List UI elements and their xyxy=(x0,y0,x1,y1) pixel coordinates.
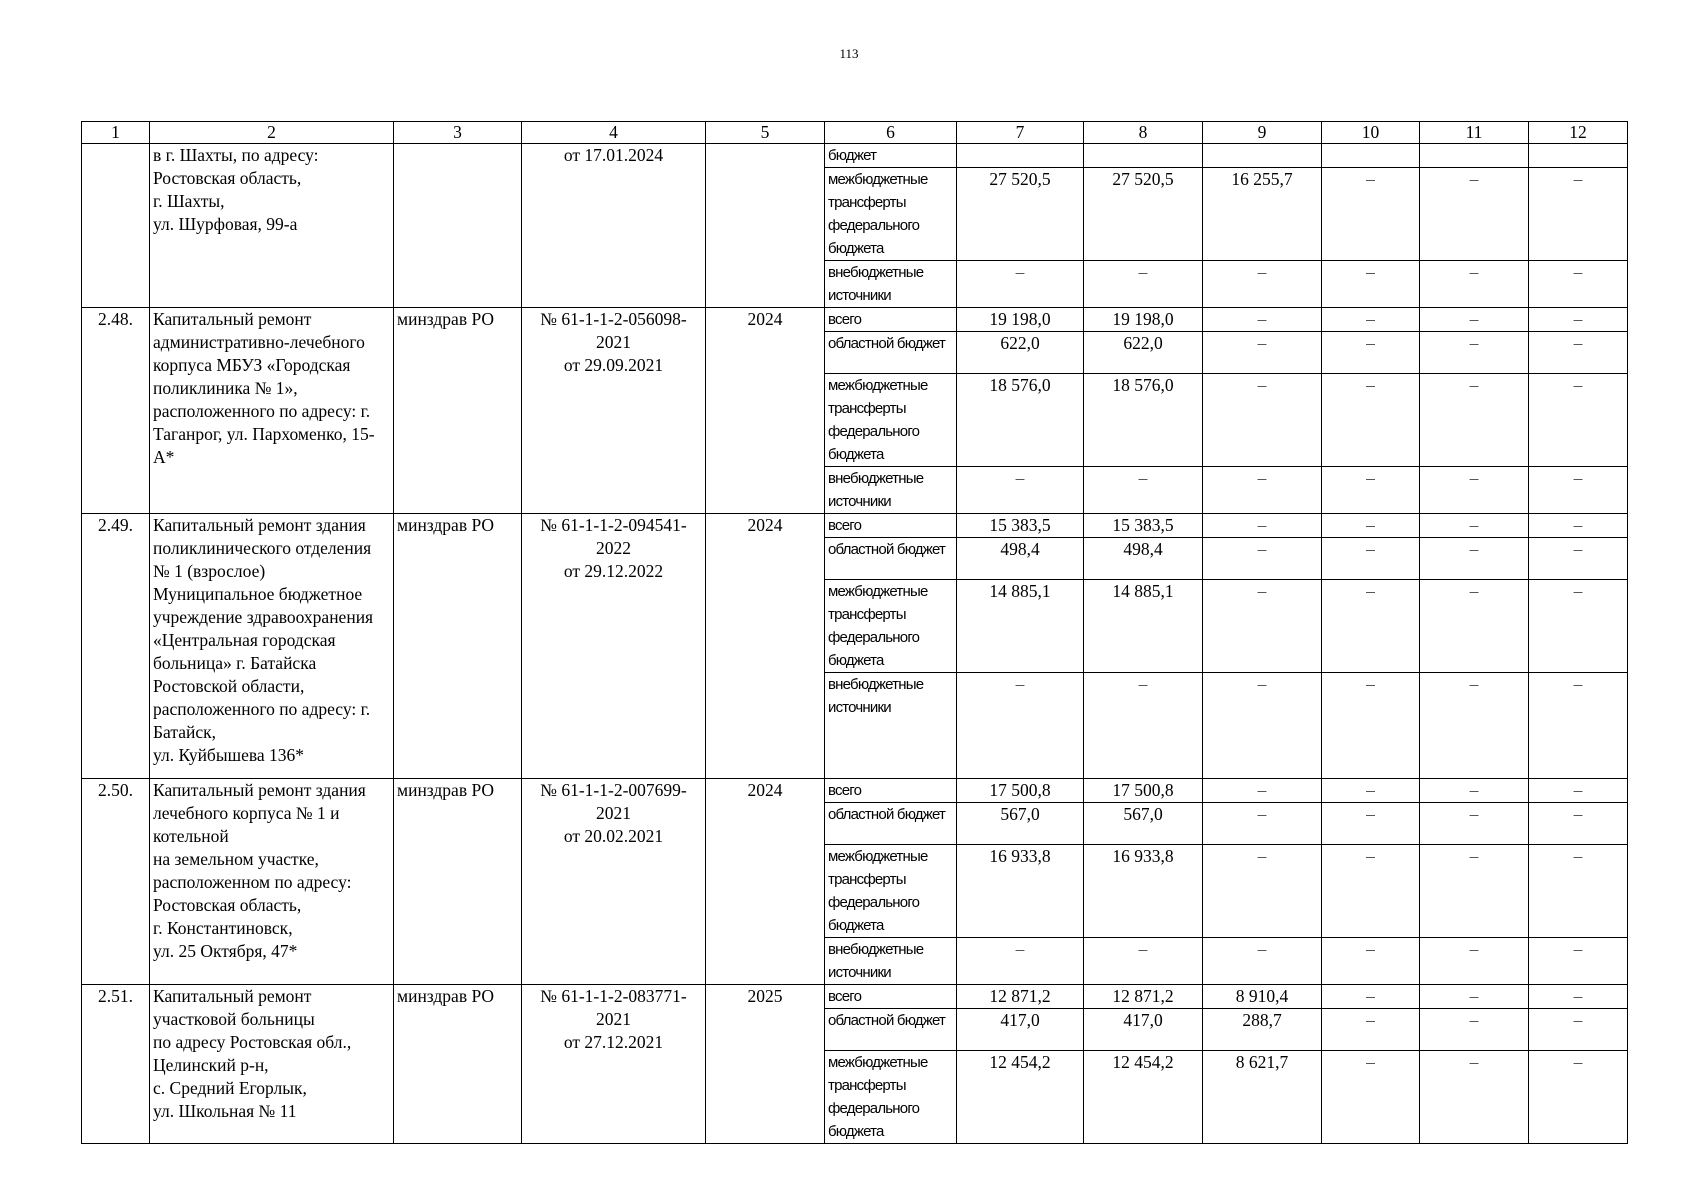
empty-value-dash: – xyxy=(1420,514,1529,538)
amount-value: 8 910,4 xyxy=(1203,985,1322,1009)
empty-value-dash: – xyxy=(1322,538,1420,580)
entry-number xyxy=(82,144,150,308)
column-number: 12 xyxy=(1529,122,1628,144)
funding-source: межбюджетные трансферты федерального бюджета xyxy=(825,374,957,467)
column-number: 10 xyxy=(1322,122,1420,144)
empty-value-dash: – xyxy=(1322,845,1420,938)
empty-value-dash: – xyxy=(1529,1051,1628,1144)
amount-value: 15 383,5 xyxy=(957,514,1084,538)
entry-row xyxy=(82,308,1628,332)
amount-value: 27 520,5 xyxy=(1084,168,1203,261)
entry-row xyxy=(82,985,1628,1009)
entry-organization: минздрав РО xyxy=(394,985,522,1144)
empty-value-dash: – xyxy=(957,673,1084,779)
empty-value-dash: – xyxy=(1420,673,1529,779)
empty-value-dash: – xyxy=(1203,938,1322,985)
empty-value-dash: – xyxy=(1529,938,1628,985)
column-number-row xyxy=(82,122,1628,144)
empty-value-dash: – xyxy=(1420,374,1529,467)
amount-value: 12 454,2 xyxy=(1084,1051,1203,1144)
empty-value-dash: – xyxy=(1084,938,1203,985)
amount-value xyxy=(1084,144,1203,168)
empty-value-dash: – xyxy=(1420,1009,1529,1051)
entry-name: Капитальный ремонт здания поликлинического отделения № 1 (взрослое) Муниципальное бюджетное учреждение здравоохранения «Центральная городская больница» г. Батайска Ростовской области, расположенного по адресу: г. Батайск, ул. Куйбышева 136* xyxy=(150,514,394,779)
funding-source: внебюджетные источники xyxy=(825,673,957,779)
empty-value-dash: – xyxy=(1529,168,1628,261)
amount-value: 288,7 xyxy=(1203,1009,1322,1051)
empty-value-dash: – xyxy=(1420,938,1529,985)
entry-row xyxy=(82,779,1628,803)
amount-value: 12 454,2 xyxy=(957,1051,1084,1144)
empty-value-dash: – xyxy=(1420,803,1529,845)
funding-source: межбюджетные трансферты федерального бюджета xyxy=(825,1051,957,1144)
empty-value-dash: – xyxy=(1322,332,1420,374)
amount-value: 622,0 xyxy=(957,332,1084,374)
empty-value-dash: – xyxy=(1529,803,1628,845)
entry-year: 2024 xyxy=(706,514,825,779)
entry-document: № 61-1-1-2-056098-2021 от 29.09.2021 xyxy=(522,308,706,514)
amount-value: 8 621,7 xyxy=(1203,1051,1322,1144)
amount-value: 14 885,1 xyxy=(1084,580,1203,673)
empty-value-dash: – xyxy=(1529,308,1628,332)
funding-source: всего xyxy=(825,514,957,538)
amount-value: 622,0 xyxy=(1084,332,1203,374)
funding-source: внебюджетные источники xyxy=(825,467,957,514)
empty-value-dash: – xyxy=(957,467,1084,514)
empty-value-dash: – xyxy=(1322,580,1420,673)
amount-value: 14 885,1 xyxy=(957,580,1084,673)
amount-value: 16 255,7 xyxy=(1203,168,1322,261)
empty-value-dash: – xyxy=(1322,514,1420,538)
entry-name: Капитальный ремонт здания лечебного корпуса № 1 и котельной на земельном участке, расположенном по адресу: Ростовская область, г. Константиновск, ул. 25 Октября, 47* xyxy=(150,779,394,985)
amount-value: 18 576,0 xyxy=(1084,374,1203,467)
empty-value-dash: – xyxy=(1529,845,1628,938)
entry-name: Капитальный ремонт административно-лечебного корпуса МБУЗ «Городская поликлиника № 1», расположенного по адресу: г. Таганрог, ул. Пархоменко, 15-А* xyxy=(150,308,394,514)
empty-value-dash: – xyxy=(1420,308,1529,332)
entry-number: 2.51. xyxy=(82,985,150,1144)
empty-value-dash: – xyxy=(1322,374,1420,467)
empty-value-dash: – xyxy=(1420,985,1529,1009)
empty-value-dash: – xyxy=(1322,779,1420,803)
entry-organization: минздрав РО xyxy=(394,308,522,514)
column-number: 4 xyxy=(522,122,706,144)
empty-value-dash: – xyxy=(1203,374,1322,467)
empty-value-dash: – xyxy=(1322,467,1420,514)
entry-organization xyxy=(394,144,522,308)
empty-value-dash: – xyxy=(1529,779,1628,803)
empty-value-dash: – xyxy=(1529,332,1628,374)
funding-source: областной бюджет xyxy=(825,332,957,374)
empty-value-dash: – xyxy=(1203,538,1322,580)
empty-value-dash: – xyxy=(1529,1009,1628,1051)
column-number: 2 xyxy=(150,122,394,144)
amount-value xyxy=(1529,144,1628,168)
empty-value-dash: – xyxy=(1203,514,1322,538)
empty-value-dash: – xyxy=(1420,467,1529,514)
empty-value-dash: – xyxy=(1420,261,1529,308)
entry-row xyxy=(82,144,1628,168)
funding-source: всего xyxy=(825,985,957,1009)
funding-source: всего xyxy=(825,779,957,803)
entry-year: 2024 xyxy=(706,308,825,514)
empty-value-dash: – xyxy=(1529,514,1628,538)
amount-value: 567,0 xyxy=(957,803,1084,845)
column-number: 5 xyxy=(706,122,825,144)
amount-value: 498,4 xyxy=(1084,538,1203,580)
column-number: 6 xyxy=(825,122,957,144)
funding-source: межбюджетные трансферты федерального бюджета xyxy=(825,168,957,261)
empty-value-dash: – xyxy=(1322,803,1420,845)
funding-source: внебюджетные источники xyxy=(825,938,957,985)
column-number: 3 xyxy=(394,122,522,144)
column-number: 8 xyxy=(1084,122,1203,144)
entry-document: № 61-1-1-2-007699-2021 от 20.02.2021 xyxy=(522,779,706,985)
entry-name: в г. Шахты, по адресу: Ростовская область, г. Шахты, ул. Шурфовая, 99-а xyxy=(150,144,394,308)
amount-value: 567,0 xyxy=(1084,803,1203,845)
funding-source: областной бюджет xyxy=(825,803,957,845)
empty-value-dash: – xyxy=(1420,168,1529,261)
amount-value: 417,0 xyxy=(957,1009,1084,1051)
entry-document: № 61-1-1-2-094541-2022 от 29.12.2022 xyxy=(522,514,706,779)
empty-value-dash: – xyxy=(1420,332,1529,374)
amount-value xyxy=(957,144,1084,168)
empty-value-dash: – xyxy=(1529,673,1628,779)
entry-organization: минздрав РО xyxy=(394,514,522,779)
empty-value-dash: – xyxy=(957,261,1084,308)
empty-value-dash: – xyxy=(1203,580,1322,673)
amount-value: 498,4 xyxy=(957,538,1084,580)
empty-value-dash: – xyxy=(1529,985,1628,1009)
amount-value: 17 500,8 xyxy=(957,779,1084,803)
empty-value-dash: – xyxy=(1322,1051,1420,1144)
funding-source: бюджет xyxy=(825,144,957,168)
amount-value xyxy=(1420,144,1529,168)
program-table xyxy=(81,121,1628,1144)
funding-source: всего xyxy=(825,308,957,332)
column-number: 1 xyxy=(82,122,150,144)
funding-source: межбюджетные трансферты федерального бюджета xyxy=(825,580,957,673)
amount-value: 18 576,0 xyxy=(957,374,1084,467)
empty-value-dash: – xyxy=(1420,580,1529,673)
amount-value: 15 383,5 xyxy=(1084,514,1203,538)
empty-value-dash: – xyxy=(1084,467,1203,514)
amount-value: 16 933,8 xyxy=(957,845,1084,938)
empty-value-dash: – xyxy=(1203,673,1322,779)
funding-source: внебюджетные источники xyxy=(825,261,957,308)
empty-value-dash: – xyxy=(957,938,1084,985)
empty-value-dash: – xyxy=(1529,538,1628,580)
empty-value-dash: – xyxy=(1529,374,1628,467)
entry-number: 2.48. xyxy=(82,308,150,514)
column-number: 7 xyxy=(957,122,1084,144)
empty-value-dash: – xyxy=(1322,1009,1420,1051)
column-number: 11 xyxy=(1420,122,1529,144)
empty-value-dash: – xyxy=(1420,538,1529,580)
empty-value-dash: – xyxy=(1084,261,1203,308)
entry-year: 2025 xyxy=(706,985,825,1144)
empty-value-dash: – xyxy=(1203,308,1322,332)
column-number: 9 xyxy=(1203,122,1322,144)
amount-value: 16 933,8 xyxy=(1084,845,1203,938)
amount-value: 417,0 xyxy=(1084,1009,1203,1051)
amount-value xyxy=(1203,144,1322,168)
funding-source: межбюджетные трансферты федерального бюджета xyxy=(825,845,957,938)
amount-value: 27 520,5 xyxy=(957,168,1084,261)
amount-value: 19 198,0 xyxy=(957,308,1084,332)
amount-value: 12 871,2 xyxy=(1084,985,1203,1009)
funding-source: областной бюджет xyxy=(825,538,957,580)
empty-value-dash: – xyxy=(1322,168,1420,261)
empty-value-dash: – xyxy=(1529,261,1628,308)
entry-number: 2.49. xyxy=(82,514,150,779)
empty-value-dash: – xyxy=(1203,332,1322,374)
empty-value-dash: – xyxy=(1084,673,1203,779)
empty-value-dash: – xyxy=(1322,261,1420,308)
amount-value: 19 198,0 xyxy=(1084,308,1203,332)
entry-document: от 17.01.2024 xyxy=(522,144,706,308)
empty-value-dash: – xyxy=(1322,938,1420,985)
empty-value-dash: – xyxy=(1420,1051,1529,1144)
empty-value-dash: – xyxy=(1420,845,1529,938)
entry-name: Капитальный ремонт участковой больницы по адресу Ростовская обл., Целинский р-н, с. Средний Егорлык, ул. Школьная № 11 xyxy=(150,985,394,1144)
empty-value-dash: – xyxy=(1203,779,1322,803)
entry-row xyxy=(82,514,1628,538)
entry-year: 2024 xyxy=(706,779,825,985)
amount-value xyxy=(1322,144,1420,168)
funding-source: областной бюджет xyxy=(825,1009,957,1051)
empty-value-dash: – xyxy=(1203,261,1322,308)
empty-value-dash: – xyxy=(1322,308,1420,332)
entry-document: № 61-1-1-2-083771-2021 от 27.12.2021 xyxy=(522,985,706,1144)
empty-value-dash: – xyxy=(1203,467,1322,514)
entry-year xyxy=(706,144,825,308)
amount-value: 12 871,2 xyxy=(957,985,1084,1009)
amount-value: 17 500,8 xyxy=(1084,779,1203,803)
empty-value-dash: – xyxy=(1529,580,1628,673)
page-number: 113 xyxy=(839,46,859,61)
entry-number: 2.50. xyxy=(82,779,150,985)
empty-value-dash: – xyxy=(1322,673,1420,779)
empty-value-dash: – xyxy=(1203,803,1322,845)
empty-value-dash: – xyxy=(1203,845,1322,938)
empty-value-dash: – xyxy=(1420,779,1529,803)
entry-organization: минздрав РО xyxy=(394,779,522,985)
empty-value-dash: – xyxy=(1322,985,1420,1009)
empty-value-dash: – xyxy=(1529,467,1628,514)
